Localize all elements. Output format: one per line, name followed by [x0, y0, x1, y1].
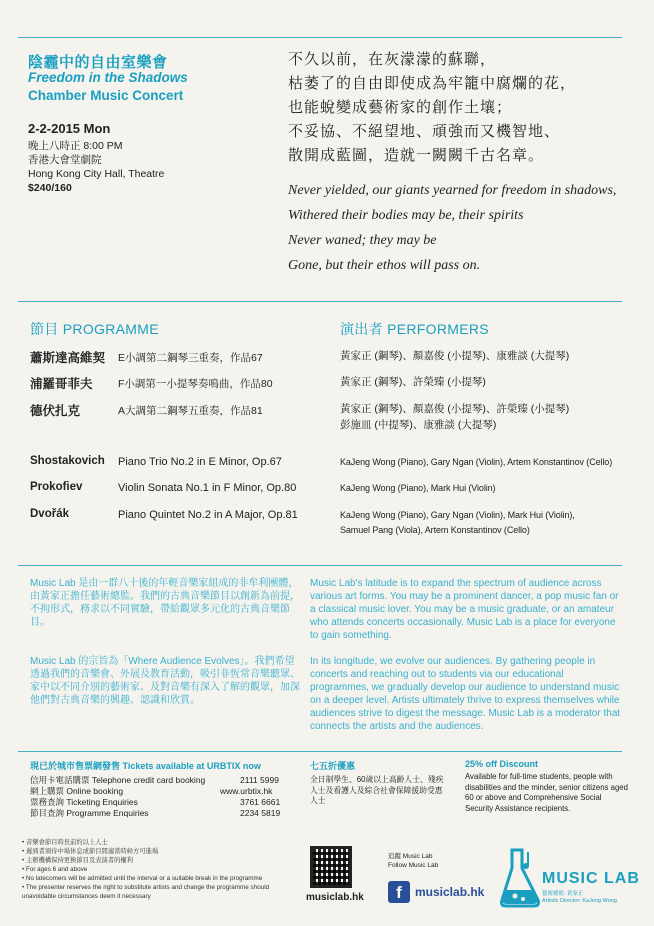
divider-about	[18, 565, 622, 566]
top-divider	[18, 37, 622, 38]
programme-heading: 節目 PROGRAMME	[30, 321, 159, 337]
work-en: Piano Trio No.2 in E Minor, Op.67	[118, 456, 282, 468]
poem-zh	[288, 47, 628, 167]
discount-en-heading: 25% off Discount	[465, 759, 539, 769]
note-item: • For ages 6 and above	[22, 866, 88, 873]
ticket-row	[30, 775, 290, 786]
note-item: • 音樂會節目時長前約以上人士	[22, 839, 108, 846]
tickets-heading: 現已於城市售票網發售 Tickets available at URBTIX now	[30, 761, 261, 771]
composer-en: Shostakovich	[30, 455, 105, 467]
ticket-label: 網上購票 Online booking	[30, 786, 124, 796]
discount-en-text: Available for full-time students, people with disabilities and the minder, senior citizens aged 60 or above and Comprehensive Social Security Assistance recipients.	[465, 772, 628, 813]
composer-zh: 德伏扎克	[30, 404, 81, 418]
logo-director-zh: 藝術總監: 黃家正	[542, 891, 584, 897]
event-time: 晚上八時正 8:00 PM	[28, 140, 123, 152]
note-item: • The presenter reserves the right to substitute artists and change the programme should unavoidable circumstances deem it necessary	[22, 884, 270, 900]
logo-director-en: Artistic Director: KaJeng Wong	[542, 898, 617, 904]
note-item: • No latecomers will be admitted until the interval or a suitable break in the programme	[22, 875, 263, 882]
ticket-label: 信用卡電話購票 Telephone credit card booking	[30, 775, 206, 785]
ticket-row	[30, 797, 290, 808]
ticket-price: $240/160	[28, 182, 72, 194]
ticket-value[interactable]: 2111 5999	[240, 775, 279, 785]
poem-en-line: Never yielded, our giants yearned for freedom in shadows,	[288, 183, 617, 198]
composer-en: Dvořák	[30, 508, 69, 520]
composer-zh: 蕭斯達高維契	[30, 351, 106, 365]
divider-tickets	[18, 751, 622, 752]
work-en: Piano Quintet No.2 in A Major, Op.81	[118, 509, 298, 521]
ticket-link[interactable]: www.urbtix.hk	[220, 786, 273, 796]
divider-programme	[18, 301, 622, 302]
note-item: • 遲到者須待中場休息或節目間適當時候方可進場	[22, 848, 159, 855]
work-zh: E小調第二鋼琴三重奏，作品67	[118, 352, 263, 364]
work-en: Violin Sonata No.1 in F Minor, Op.80	[118, 482, 297, 494]
venue-zh: 香港大會堂劇院	[28, 154, 102, 166]
performers-zh: 黃家正 (鋼琴)、許榮臻 (小提琴)	[340, 376, 486, 388]
poem-zh-line: 不妥協、不絕望地、頑強而又機智地、	[288, 122, 561, 140]
performers-zh: 黃家正 (鋼琴)、顏嘉俊 (小提琴)、康雅談 (大提琴)	[340, 350, 570, 362]
ticket-label: 節目查詢 Programme Enquiries	[30, 808, 149, 818]
title-en: Chamber Music Concert	[28, 88, 184, 103]
performers-zh: 黃家正 (鋼琴)、顏嘉俊 (小提琴)、許榮臻 (小提琴)	[340, 403, 570, 415]
flask-logo-icon	[498, 846, 542, 908]
performers-en: KaJeng Wong (Piano), Gary Ngan (Violin), Artem Konstantinov (Cello)	[340, 457, 613, 467]
about-en-2: In its longitude, we evolve our audiences. By gathering people in concerts and reaching out to students via our educational programmes, we gradually develop our audience to understand music on a deeper level. Artists ultimately thrive to express themselves while audiences strive to digest the message. Music Lab is a moderator that connects the artists and the audiences.	[310, 656, 621, 732]
facebook-icon[interactable]: f	[388, 881, 410, 903]
logo-subtitle	[542, 891, 617, 905]
title-zh: 陰霾中的自由室樂會	[28, 54, 168, 71]
poem-zh-line: 枯萎了的自由即使成為牢籠中腐爛的花，	[288, 74, 577, 92]
ticket-label: 票務查詢 Ticketing Enquiries	[30, 797, 138, 807]
facebook-link[interactable]: musiclab.hk	[415, 885, 485, 899]
ticket-value[interactable]: 3761 6661	[240, 797, 281, 807]
follow-en: Follow Music Lab	[388, 862, 439, 869]
poem-en-line: Never waned; they may be	[288, 233, 437, 248]
ticket-row	[30, 786, 290, 797]
tickets-block	[30, 759, 290, 819]
ticket-row	[30, 808, 290, 819]
discount-zh-text: 全日制學生、60歲以上高齡人士、殘疾人士及看護人及綜合社會保障援助受惠人士	[310, 775, 444, 805]
website-link[interactable]: musiclab.hk	[306, 892, 364, 903]
follow-text	[388, 852, 438, 870]
poem-en	[288, 178, 628, 278]
ticket-value[interactable]: 2234 5819	[240, 808, 281, 818]
event-info	[28, 139, 164, 195]
performers-en-cont: Samuel Pang (Viola), Artem Konstantinov (Cello)	[340, 525, 530, 535]
follow-zh: 追蹤 Music Lab	[388, 853, 433, 860]
poem-en-line: Withered their bodies may be, their spirits	[288, 208, 524, 223]
work-zh: A大調第二鋼琴五重奏，作品81	[118, 405, 263, 417]
about-zh-2: Music Lab 的宗旨為「Where Audience Evolves」。我們希望透過我們的音樂會、外展及教育活動，吸引非恆常音樂聽眾、家中以不同介別的藝術家、及對音樂有深入了解的觀眾，加深他們對古典音樂的興趣、認識和欣賞。	[30, 656, 300, 706]
composer-zh: 浦羅哥菲夫	[30, 377, 93, 391]
about-en-1: Music Lab's latitude is to expand the spectrum of audience across various art forms. You may be a prominent dancer, a pop music fan or a classical music lover. You may be a music graduate, or an amateur who attends concerts occasionally. Music Lab is a place for everyone to gain something.	[310, 578, 619, 641]
event-date: 2-2-2015 Mon	[28, 121, 111, 136]
about-zh-1: Music Lab 是由一群八十後的年輕音樂家組成的非牟利團體，由黃家正擔任藝術總監。我們的古典音樂節目以創新為前提，不拘形式，務求以不同實驗，帶給觀眾多元化的古典音樂節目。	[30, 578, 300, 628]
poem-en-line: Gone, but their ethos will pass on.	[288, 258, 481, 273]
title-en-italic: Freedom in the Shadows	[28, 70, 188, 85]
performers-en: KaJeng Wong (Piano), Gary Ngan (Violin), Mark Hui (Violin),	[340, 510, 575, 520]
discount-en-block	[465, 759, 630, 814]
composer-en: Prokofiev	[30, 481, 83, 493]
note-item: • 主辦機構保持更換節目及表演者的權利	[22, 857, 134, 864]
poem-zh-line: 不久以前，在灰濛濛的蘇聯，	[288, 50, 497, 68]
performers-heading: 演出者 PERFORMERS	[340, 321, 489, 337]
performers-zh-cont: 彭施皿 (中提琴)、康雅談 (大提琴)	[340, 419, 497, 431]
work-zh: F小調第一小提琴奏鳴曲，作品80	[118, 378, 273, 390]
notes	[22, 838, 292, 901]
venue-en: Hong Kong City Hall, Theatre	[28, 168, 165, 180]
poem-zh-line: 也能蛻變成藝術家的創作土壤；	[288, 98, 513, 116]
performers-en: KaJeng Wong (Piano), Mark Hui (Violin)	[340, 483, 496, 493]
discount-zh-heading: 七五折優惠	[310, 761, 356, 771]
poem-zh-line: 散開成藍圖，造就一闕闕千古名章。	[288, 146, 545, 164]
qr-code-icon[interactable]	[310, 846, 352, 888]
discount-zh-block	[310, 759, 450, 807]
logo-text: MUSIC LAB	[542, 870, 640, 887]
